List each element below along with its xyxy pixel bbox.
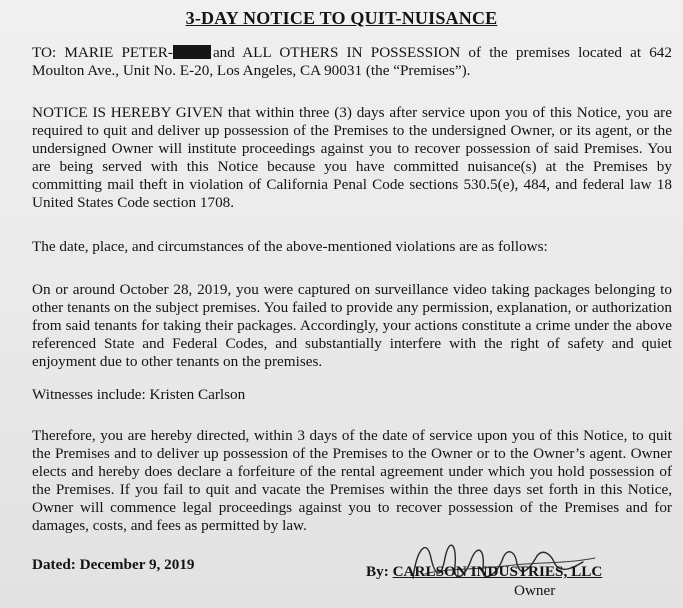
date-place-paragraph: The date, place, and circumstances of the above-mentioned violations are as follows: [32,238,548,255]
by-label: By: [366,563,393,580]
circumstances-paragraph: On or around October 28, 2019, you were captured on surveillance video taking packages belonging to other tenants on the subject premises. You failed to provide any permission, explanation, or authorization from said tenants for taking their packages. Accordingly, your actions constitute a crime under the above referenced State and Federal Codes, and substantially interfere with the right of safety and quiet enjoyment due to other tenants on the premises. [32,281,672,370]
owner-label: Owner [514,582,556,599]
redaction-block [173,45,211,59]
witnesses-line: Witnesses include: Kristen Carlson [32,386,246,403]
notice-title: 3-DAY NOTICE TO QUIT-NUISANCE [185,8,498,28]
signature-line [366,563,602,581]
dated-line: Dated: December 9, 2019 [32,556,195,573]
therefore-paragraph: Therefore, you are hereby directed, within 3 days of the date of service upon you of this Notice, to quit the Premises and to deliver up possession of the Premises to the Owner or to the Owner’s agent. Owner elects and hereby does declare a forfeiture of the rental agreement under which you hold possession of the Premises. If you fail to quit and vacate the Premises within the three days set forth in this Notice, Owner will commence legal proceedings against you to recover possession of the Premises and for damages, costs, and fees as permitted by law. [32,427,672,534]
addressee-name: TO: MARIE PETER- [32,44,173,61]
addressee-paragraph [32,44,672,80]
addressee-premises: and ALL OTHERS IN POSSESSION of the premises located at 642 Moulton Ave., Unit No. E-20, Los Angeles, CA 90031 (the “Premises”). [32,44,672,79]
notice-paragraph: NOTICE IS HEREBY GIVEN that within three (3) days after service upon you of this Notice, you are required to quit and deliver up possession of the Premises to the undersigned Owner, or its agent, or the undersigned Owner will institute proceedings against you to recover possession of said Premises. You are being served with this Notice because you have committed nuisance(s) at the Premises by committing mail theft in violation of California Penal Code sections 530.5(e), 484, and federal law 18 United States Code section 1708. [32,104,672,211]
company-name: CARLSON INDUSTRIES, LLC [392,563,603,580]
